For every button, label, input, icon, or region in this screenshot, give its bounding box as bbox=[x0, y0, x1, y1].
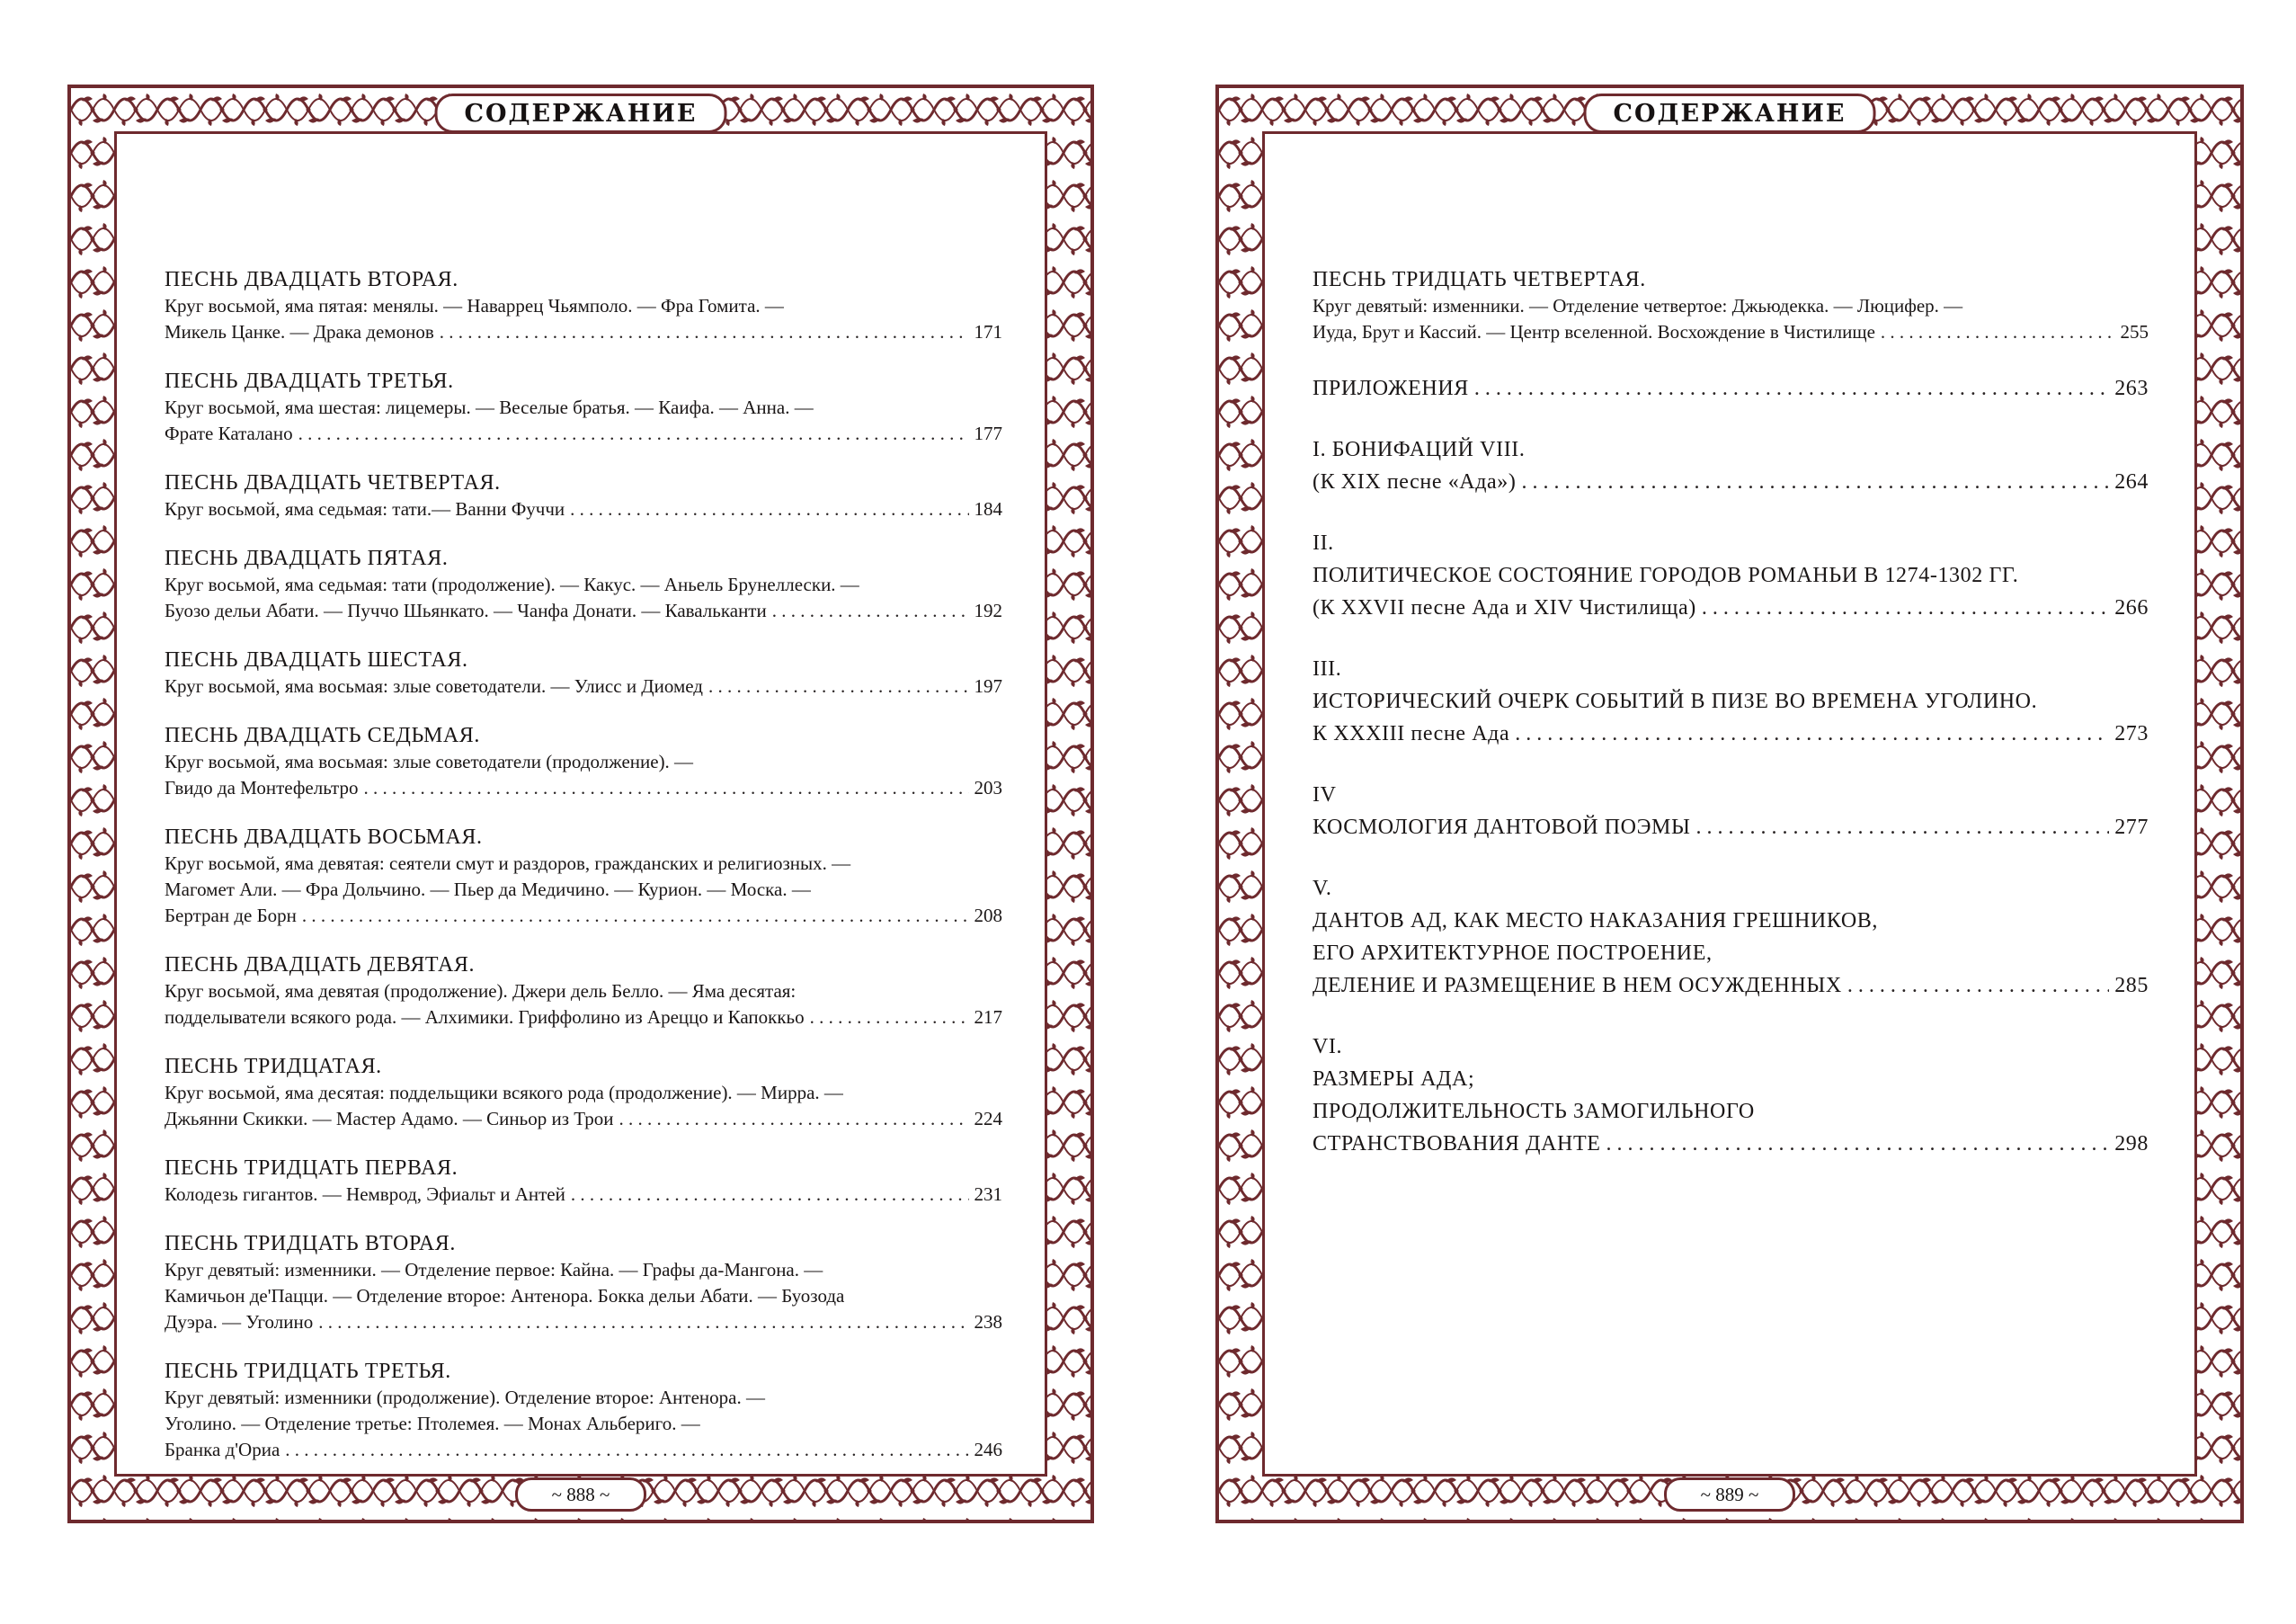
toc-line-text: Дуэра. — Уголино bbox=[165, 1311, 314, 1333]
toc-entry-title: ПЕСНЬ ТРИДЦАТЬ ТРЕТЬЯ. bbox=[165, 1360, 451, 1383]
toc-page-number: 285 bbox=[2114, 974, 2149, 997]
dot-leader bbox=[1847, 969, 2109, 1002]
toc-entry-title: ПЕСНЬ ДВАДЦАТЬ ЧЕТВЕРТАЯ. bbox=[165, 471, 501, 495]
toc-entry-title: ПЕСНЬ ДВАДЦАТЬ ТРЕТЬЯ. bbox=[165, 370, 454, 393]
toc-leader-line bbox=[1313, 466, 2149, 498]
toc-entry bbox=[165, 824, 1002, 929]
header-plaque bbox=[435, 94, 727, 133]
toc-entry-title: ПЕСНЬ ДВАДЦАТЬ ВТОРАЯ. bbox=[165, 268, 458, 291]
toc-line-text: (К XIX песне «Ада») bbox=[1313, 470, 1517, 494]
toc-leader-line bbox=[1313, 718, 2149, 750]
section-number: VI. bbox=[1313, 1035, 1343, 1058]
dot-leader bbox=[619, 1106, 969, 1132]
toc-page-number: 184 bbox=[974, 498, 1002, 520]
toc-entry bbox=[165, 1230, 1002, 1335]
section-number: I. БОНИФАЦИЙ VIII. bbox=[1313, 438, 1526, 461]
appendix-section bbox=[1313, 527, 2149, 624]
dot-leader bbox=[440, 319, 969, 345]
toc-line-text: КОСМОЛОГИЯ ДАНТОВОЙ ПОЭМЫ bbox=[1313, 816, 1691, 839]
section-line: ПОЛИТИЧЕСКОЕ СОСТОЯНИЕ ГОРОДОВ РОМАНЬИ В 1274-1302 ГГ. bbox=[1313, 564, 2019, 587]
toc-line-text: Бранка д'Ориа bbox=[165, 1439, 280, 1460]
toc-line-text: Колодезь гигантов. — Немврод, Эфиальт и Антей bbox=[165, 1183, 565, 1205]
toc-line-text: Иуда, Брут и Кассий. — Центр вселенной. Восхождение в Чистилище bbox=[1313, 321, 1875, 343]
toc-page-number: 246 bbox=[974, 1439, 1002, 1460]
toc-entry bbox=[165, 1053, 1002, 1132]
toc-page-number: 238 bbox=[974, 1311, 1002, 1333]
toc-leader-line bbox=[1313, 1128, 2149, 1160]
dot-leader bbox=[708, 674, 969, 700]
toc-page-number: 264 bbox=[2114, 470, 2149, 494]
toc-entry bbox=[165, 545, 1002, 624]
toc-leader-line bbox=[1313, 592, 2149, 624]
toc-entry bbox=[165, 266, 1002, 345]
toc-page-number: 171 bbox=[974, 321, 1002, 343]
toc-page-number: 273 bbox=[2114, 722, 2149, 745]
toc-line-text: (К XXVII песне Ада и XIV Чистилища) bbox=[1313, 596, 1696, 620]
toc-entry-line: Круг восьмой, яма девятая (продолжение). Джери дель Белло. — Яма десятая: bbox=[165, 980, 796, 1002]
toc-entry-title: ПЕСНЬ ТРИДЦАТЬ ВТОРАЯ. bbox=[165, 1232, 457, 1255]
toc-entry-line: Круг восьмой, яма шестая: лицемеры. — Веселые братья. — Каифа. — Анна. — bbox=[165, 397, 814, 418]
toc-entry-title: ПЕСНЬ ДВАДЦАТЬ СЕДЬМАЯ. bbox=[165, 724, 481, 747]
toc-line-text: подделыватели всякого рода. — Алхимики. Гриффолино из Ареццо и Капоккьо bbox=[165, 1006, 805, 1028]
toc-line-text: Джьянни Скикки. — Мастер Адамо. — Синьор из Трои bbox=[165, 1108, 614, 1129]
toc-leader-line bbox=[165, 1106, 1002, 1132]
toc-entry bbox=[1313, 266, 2149, 345]
appendix-leader-line bbox=[1313, 372, 2149, 405]
toc-line-text: Гвидо да Монтефельтро bbox=[165, 777, 359, 799]
dot-leader bbox=[302, 903, 969, 929]
toc-entry-title: ПЕСНЬ ДВАДЦАТЬ ДЕВЯТАЯ. bbox=[165, 953, 476, 977]
toc-entry-line: Круг восьмой, яма восьмая: злые советодатели (продолжение). — bbox=[165, 751, 694, 772]
toc-line-text: К XXXIII песне Ада bbox=[1313, 722, 1510, 745]
toc-entry-title: ПЕСНЬ ТРИДЦАТЬ ПЕРВАЯ. bbox=[165, 1156, 458, 1180]
toc-leader-line bbox=[165, 319, 1002, 345]
toc-page-number: 263 bbox=[2114, 377, 2149, 400]
toc-line-text: Круг восьмой, яма седьмая: тати.— Ванни Фуччи bbox=[165, 498, 565, 520]
section-line: ИСТОРИЧЕСКИЙ ОЧЕРК СОБЫТИЙ В ПИЗЕ ВО ВРЕМЕНА УГОЛИНО. bbox=[1313, 690, 2038, 713]
toc-entry-title: ПЕСНЬ ДВАДЦАТЬ ПЯТАЯ. bbox=[165, 547, 449, 570]
appendix-title: ПРИЛОЖЕНИЯ bbox=[1313, 377, 1469, 400]
toc-entry-line: Круг девятый: изменники. — Отделение четвертое: Джьюдекка. — Люцифер. — bbox=[1313, 295, 1963, 317]
section-number: IV bbox=[1313, 783, 1337, 807]
dot-leader bbox=[1474, 372, 2109, 405]
toc-leader-line bbox=[165, 1004, 1002, 1031]
dot-leader bbox=[318, 1309, 968, 1335]
toc-entry-title: ПЕСНЬ ТРИДЦАТЬ ЧЕТВЕРТАЯ. bbox=[1313, 268, 1646, 291]
toc-line-text: Круг восьмой, яма восьмая: злые советодатели. — Улисс и Диомед bbox=[165, 675, 703, 697]
toc-line-text: СТРАНСТВОВАНИЯ ДАНТЕ bbox=[1313, 1132, 1601, 1156]
page-heading: СОДЕРЖАНИЕ bbox=[1613, 99, 1847, 128]
section-number: II. bbox=[1313, 531, 1334, 555]
dot-leader bbox=[1515, 718, 2109, 750]
dot-leader bbox=[285, 1437, 968, 1463]
section-line: РАЗМЕРЫ АДА; bbox=[1313, 1067, 1475, 1091]
toc-line-text: Бертран де Борн bbox=[165, 905, 297, 926]
header-plaque bbox=[1584, 94, 1876, 133]
toc-list bbox=[165, 266, 1002, 1486]
toc-list bbox=[1313, 266, 2149, 1189]
toc-page-number: 277 bbox=[2114, 816, 2149, 839]
toc-page-number: 217 bbox=[974, 1006, 1002, 1028]
toc-entry-title: ПЕСНЬ ДВАДЦАТЬ ВОСЬМАЯ. bbox=[165, 825, 483, 849]
toc-leader-line bbox=[165, 1309, 1002, 1335]
toc-line-text: Микель Цанке. — Драка демонов bbox=[165, 321, 434, 343]
dot-leader bbox=[772, 598, 969, 624]
dot-leader bbox=[363, 775, 968, 801]
toc-page-number: 177 bbox=[974, 423, 1002, 444]
toc-entry-line: Круг восьмой, яма девятая: сеятели смут и раздоров, гражданских и религиозных. — bbox=[165, 852, 851, 874]
section-line: ЕГО АРХИТЕКТУРНОЕ ПОСТРОЕНИЕ, bbox=[1313, 941, 1713, 965]
toc-leader-line bbox=[1313, 319, 2149, 345]
toc-leader-line bbox=[1313, 969, 2149, 1002]
page-heading: СОДЕРЖАНИЕ bbox=[464, 99, 698, 128]
toc-entry-line: Круг восьмой, яма пятая: менялы. — Наваррец Чьямполо. — Фра Гомита. — bbox=[165, 295, 784, 317]
page-number: ~ 889 ~ bbox=[1664, 1477, 1795, 1512]
toc-entry-line: Уголино. — Отделение третье: Птолемея. — Монах Альбериго. — bbox=[165, 1413, 700, 1434]
dot-leader bbox=[1522, 466, 2110, 498]
toc-line-text: Буозо дельи Абати. — Пуччо Шьянкато. — Чанфа Донати. — Кавальканти bbox=[165, 600, 767, 621]
appendix-section bbox=[1313, 653, 2149, 750]
appendix-section bbox=[1313, 872, 2149, 1002]
section-line: ДАНТОВ АД, КАК МЕСТО НАКАЗАНИЯ ГРЕШНИКОВ, bbox=[1313, 909, 1878, 932]
toc-page-number: 266 bbox=[2114, 596, 2149, 620]
dot-leader bbox=[1881, 319, 2115, 345]
toc-line-text: ДЕЛЕНИЕ И РАЗМЕЩЕНИЕ В НЕМ ОСУЖДЕННЫХ bbox=[1313, 974, 1842, 997]
right-page bbox=[1215, 85, 2244, 1523]
section-number: V. bbox=[1313, 877, 1332, 900]
toc-page-number: 255 bbox=[2120, 321, 2149, 343]
dot-leader bbox=[1696, 811, 2110, 843]
toc-leader-line bbox=[165, 775, 1002, 801]
toc-entry bbox=[165, 722, 1002, 801]
appendix-entry bbox=[1313, 372, 2149, 405]
toc-leader-line bbox=[165, 598, 1002, 624]
toc-entry-title: ПЕСНЬ ТРИДЦАТАЯ. bbox=[165, 1055, 382, 1078]
dot-leader bbox=[571, 1182, 969, 1208]
toc-line-text: Фрате Каталано bbox=[165, 423, 293, 444]
toc-entry bbox=[165, 1155, 1002, 1208]
toc-entry-line: Круг девятый: изменники (продолжение). Отделение второе: Антенора. — bbox=[165, 1387, 765, 1408]
dot-leader bbox=[298, 421, 969, 447]
page-number: ~ 888 ~ bbox=[515, 1477, 646, 1512]
toc-entry bbox=[165, 1358, 1002, 1463]
appendix-section bbox=[1313, 1031, 2149, 1160]
dot-leader bbox=[570, 496, 968, 522]
toc-leader-line bbox=[165, 674, 1002, 700]
appendix-section bbox=[1313, 433, 2149, 498]
section-line: ПРОДОЛЖИТЕЛЬНОСТЬ ЗАМОГИЛЬНОГО bbox=[1313, 1100, 1755, 1123]
left-page bbox=[67, 85, 1094, 1523]
toc-page-number: 231 bbox=[974, 1183, 1002, 1205]
toc-page-number: 203 bbox=[974, 777, 1002, 799]
toc-entry-line: Круг восьмой, яма седьмая: тати (продолжение). — Какус. — Аньель Брунеллески. — bbox=[165, 574, 859, 595]
toc-leader-line bbox=[165, 903, 1002, 929]
appendix-section bbox=[1313, 779, 2149, 843]
toc-entry-line: Круг девятый: изменники. — Отделение первое: Кайна. — Графы да-Мангона. — bbox=[165, 1259, 823, 1280]
toc-entry bbox=[165, 469, 1002, 522]
toc-leader-line bbox=[165, 421, 1002, 447]
dot-leader bbox=[810, 1004, 969, 1031]
dot-leader bbox=[1606, 1128, 2109, 1160]
toc-leader-line bbox=[165, 1182, 1002, 1208]
toc-entry bbox=[165, 647, 1002, 700]
toc-entry-line: Круг восьмой, яма десятая: поддельщики всякого рода (продолжение). — Мирра. — bbox=[165, 1082, 843, 1103]
toc-entry bbox=[165, 951, 1002, 1031]
toc-leader-line bbox=[165, 1437, 1002, 1463]
toc-page-number: 208 bbox=[974, 905, 1002, 926]
toc-page-number: 224 bbox=[974, 1108, 1002, 1129]
toc-entry-line: Камичьон де'Пацци. — Отделение второе: Антенора. Бокка дельи Абати. — Буозода bbox=[165, 1285, 845, 1307]
dot-leader bbox=[1702, 592, 2109, 624]
toc-leader-line bbox=[165, 496, 1002, 522]
toc-entry bbox=[165, 368, 1002, 447]
toc-page-number: 298 bbox=[2114, 1132, 2149, 1156]
section-number: III. bbox=[1313, 657, 1342, 681]
toc-page-number: 197 bbox=[974, 675, 1002, 697]
toc-page-number: 192 bbox=[974, 600, 1002, 621]
toc-entry-line: Магомет Али. — Фра Дольчино. — Пьер да Медичино. — Курион. — Моска. — bbox=[165, 879, 811, 900]
toc-leader-line bbox=[1313, 811, 2149, 843]
toc-entry-title: ПЕСНЬ ДВАДЦАТЬ ШЕСТАЯ. bbox=[165, 648, 468, 672]
